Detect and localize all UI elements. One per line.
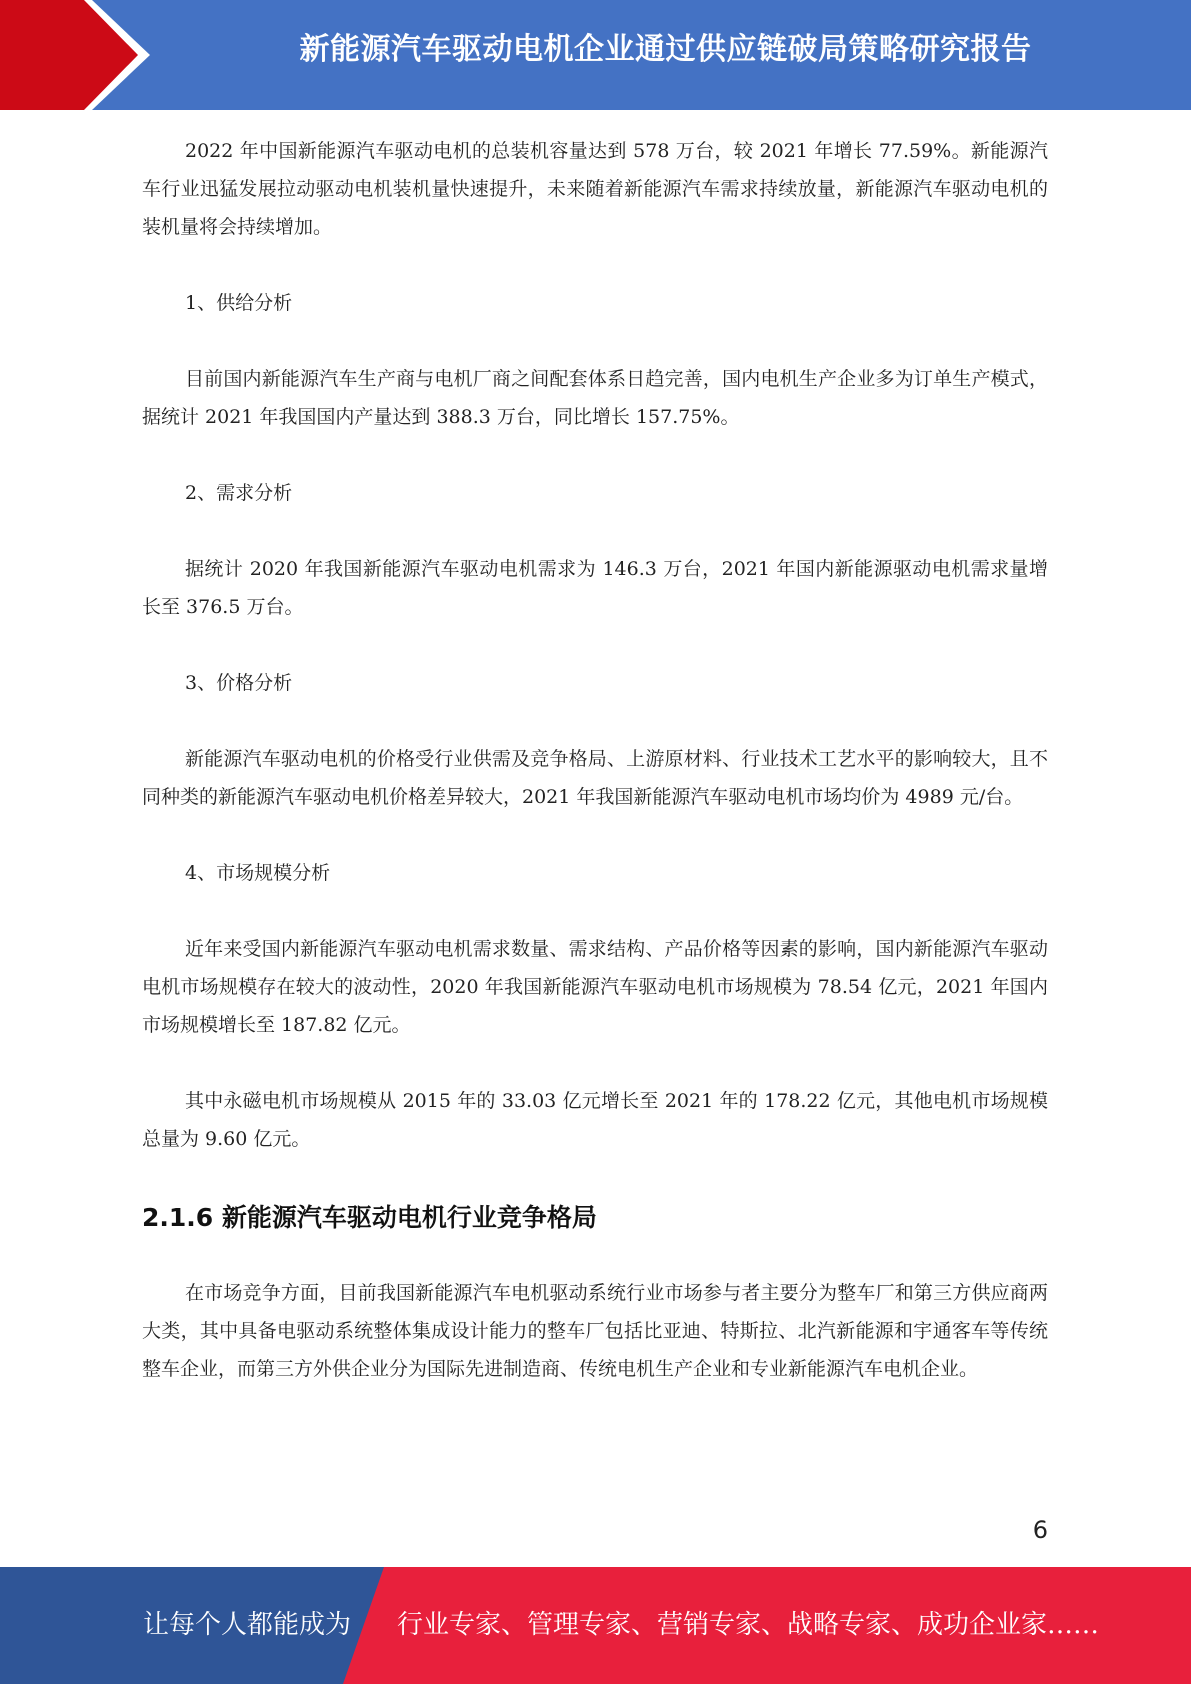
- paragraph-demand: 据统计 2020 年我国新能源汽车驱动电机需求为 146.3 万台，2021 年国内新能源驱动电机需求量增长至 376.5 万台。: [142, 558, 1048, 618]
- page-header: [0, 0, 1191, 110]
- page-footer: [0, 1567, 1191, 1684]
- section-heading-competition: 2.1.6 新能源汽车驱动电机行业竞争格局: [142, 1203, 597, 1232]
- subsection-demand-analysis: 2、需求分析: [185, 482, 293, 504]
- footer-slogan-left: 让每个人都能成为: [143, 1610, 352, 1640]
- subsection-supply-analysis: 1、供给分析: [185, 292, 293, 314]
- page-content: [142, 132, 1048, 1388]
- page-number: 6: [1032, 1516, 1048, 1544]
- paragraph-installed-capacity: 2022 年中国新能源汽车驱动电机的总装机容量达到 578 万台，较 2021 年增长 77.59%。新能源汽车行业迅猛发展拉动驱动电机装机量快速提升，未来随着新能源汽车需求持续放量，新能源汽车驱动电机的装机量将会持续增加。: [142, 140, 1048, 238]
- paragraph-pm-motor-market: 其中永磁电机市场规模从 2015 年的 33.03 亿元增长至 2021 年的 178.22 亿元，其他电机市场规模总量为 9.60 亿元。: [142, 1090, 1048, 1150]
- footer-slogan-right: 行业专家、管理专家、营销专家、战略专家、成功企业家……: [397, 1610, 1100, 1640]
- subsection-market-size-analysis: 4、市场规模分析: [185, 862, 331, 884]
- paragraph-market-size: 近年来受国内新能源汽车驱动电机需求数量、需求结构、产品价格等因素的影响，国内新能源汽车驱动电机市场规模存在较大的波动性，2020 年我国新能源汽车驱动电机市场规模为 78.54 亿元，2021 年国内市场规模增长至 187.82 亿元。: [142, 938, 1048, 1036]
- paragraph-price: 新能源汽车驱动电机的价格受行业供需及竞争格局、上游原材料、行业技术工艺水平的影响较大，且不同种类的新能源汽车驱动电机价格差异较大，2021 年我国新能源汽车驱动电机市场均价为 4989 元/台。: [142, 748, 1048, 808]
- subsection-price-analysis: 3、价格分析: [185, 672, 293, 694]
- report-title: 新能源汽车驱动电机企业通过供应链破局策略研究报告: [299, 32, 1032, 67]
- paragraph-supply: 目前国内新能源汽车生产商与电机厂商之间配套体系日趋完善，国内电机生产企业多为订单生产模式，据统计 2021 年我国国内产量达到 388.3 万台，同比增长 157.75%。: [142, 368, 1048, 428]
- header-red-arrow-shape: [0, 0, 150, 110]
- paragraph-competition: 在市场竞争方面，目前我国新能源汽车电机驱动系统行业市场参与者主要分为整车厂和第三方供应商两大类，其中具备电驱动系统整体集成设计能力的整车厂包括比亚迪、特斯拉、北汽新能源和宇通客车等传统整车企业，而第三方外供企业分为国际先进制造商、传统电机生产企业和专业新能源汽车电机企业。: [142, 1282, 1048, 1380]
